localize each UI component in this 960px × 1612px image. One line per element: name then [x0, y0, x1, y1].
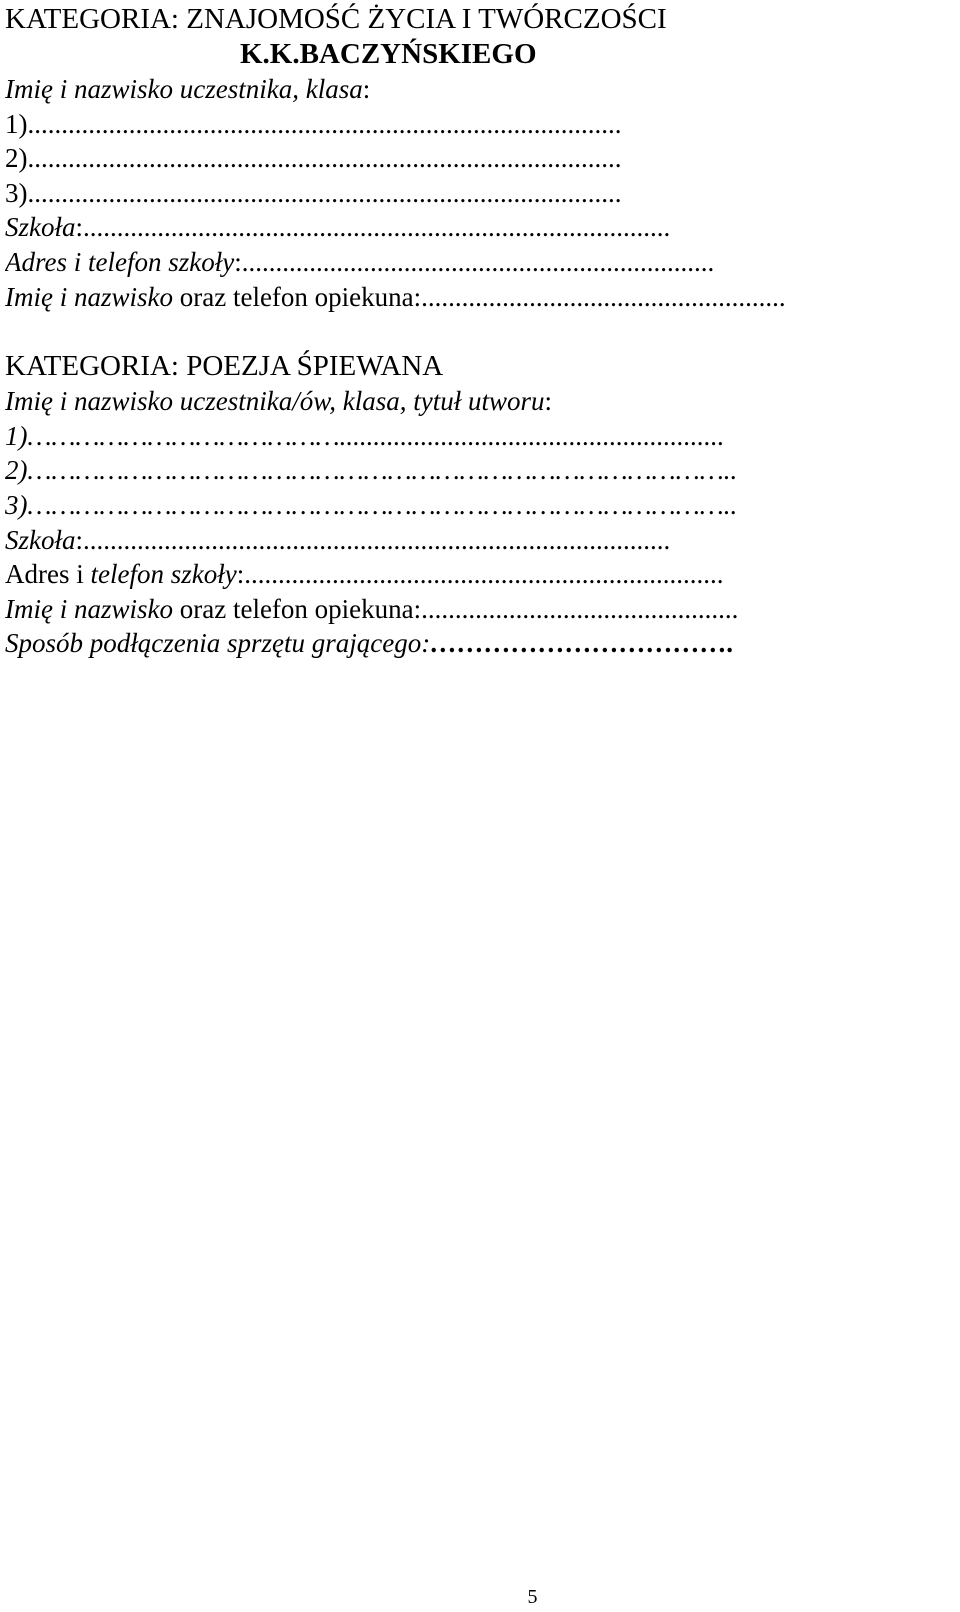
guardian-field[interactable]	[5, 280, 950, 315]
participant-1-field[interactable]: 1)........................................................................................	[5, 108, 622, 139]
participant-2-field[interactable]: 2)........................................................................................	[5, 143, 622, 174]
equipment-dots: …………………………….	[430, 628, 734, 659]
participants-label	[5, 72, 950, 107]
document-page	[5, 2, 950, 661]
participant-1-field[interactable]: 1)………………………………….........................................................	[5, 420, 725, 451]
equipment-label: Sposób podłączenia sprzętu grającego:	[5, 628, 431, 659]
school-field[interactable]	[5, 523, 950, 558]
section-baczynski	[5, 2, 950, 314]
guardian-rest: oraz telefon opiekuna:...............................................	[173, 593, 739, 624]
school-address-dots: :......................................................................	[234, 246, 715, 277]
section-title-continued: K.K.BACZYŃSKIEGO	[240, 38, 537, 70]
section-title: KATEGORIA: POEZJA ŚPIEWANA	[5, 350, 444, 383]
participant-3-field[interactable]: 3)……………………………………………………………………………..	[5, 489, 738, 520]
section-spacer	[5, 314, 950, 349]
school-address-label: telefon szkoły	[90, 559, 237, 590]
participant-3-field[interactable]: 3)........................................................................................	[5, 177, 622, 208]
school-dots: :.......................................................................................	[75, 524, 671, 555]
school-label: Szkoła	[5, 524, 76, 555]
school-address-field[interactable]	[5, 245, 950, 280]
equipment-field[interactable]	[5, 626, 950, 661]
guardian-label: Imię i nazwisko	[5, 593, 173, 624]
school-dots: :.......................................................................................	[75, 212, 671, 243]
school-address-label: Adres i telefon szkoły	[5, 246, 235, 277]
guardian-rest: oraz telefon opiekuna:......................................................	[173, 281, 786, 312]
page-number: 5	[527, 1586, 538, 1608]
participants-label	[5, 384, 950, 419]
participant-2-field[interactable]: 2)……………………………………………………………………………..	[5, 455, 738, 486]
participants-label-colon: :	[544, 386, 552, 417]
participants-label-text: Imię i nazwisko uczestnika/ów, klasa, tytuł utworu	[5, 386, 545, 417]
school-field[interactable]	[5, 210, 950, 245]
participants-label-text: Imię i nazwisko uczestnika, klasa	[5, 74, 363, 104]
school-address-field[interactable]	[5, 557, 950, 592]
school-address-dots: :.......................................................................	[236, 559, 724, 590]
school-address-prefix: Adres i	[5, 559, 91, 590]
school-label: Szkoła	[5, 212, 76, 243]
section-title: KATEGORIA: ZNAJOMOŚĆ ŻYCIA I TWÓRCZOŚCI	[5, 3, 667, 35]
guardian-field[interactable]	[5, 592, 950, 627]
guardian-label: Imię i nazwisko	[5, 281, 173, 312]
section-sung-poetry	[5, 349, 950, 661]
participants-label-colon: :	[362, 74, 371, 104]
